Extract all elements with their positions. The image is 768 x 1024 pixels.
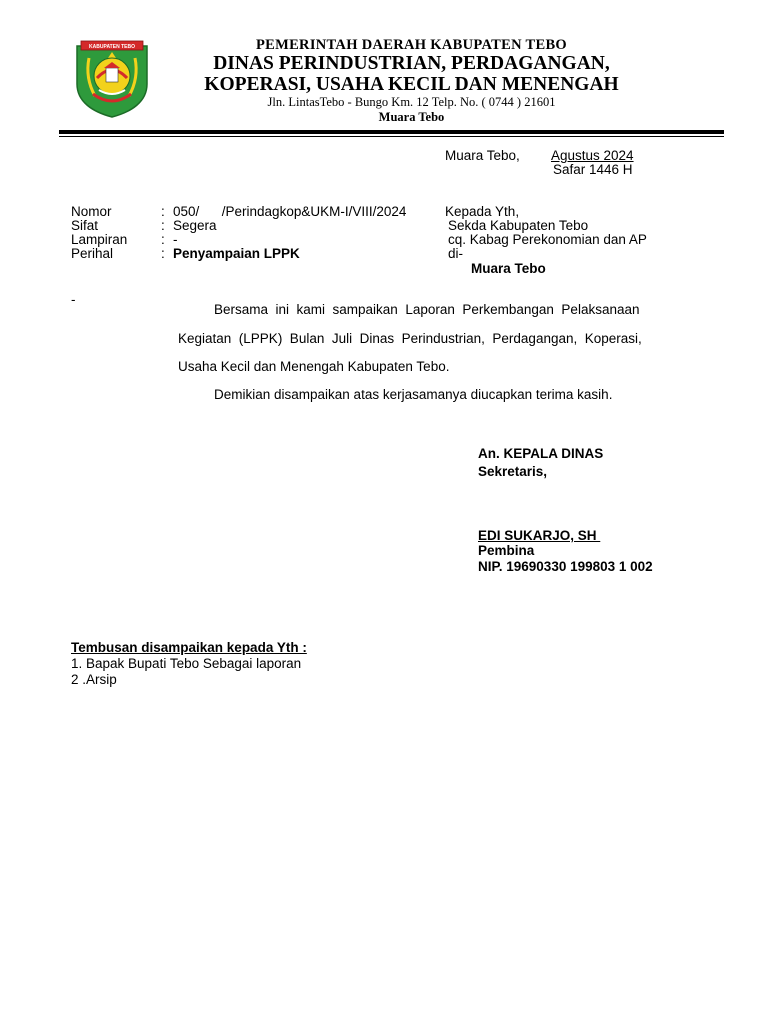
signature-nip: NIP. 19690330 199803 1 002 (478, 559, 653, 574)
perihal-label: Perihal (71, 246, 114, 261)
body-paragraph2: Demikian disampaikan atas kerjasamanya diucapkan terima kasih. (214, 387, 613, 402)
nomor-colon: : (161, 204, 165, 219)
body-paragraph1-line2: Kegiatan (LPPK) Bulan Juli Dinas Perindustrian, Perdagangan, Koperasi, (178, 331, 642, 346)
cc-item: 2 .Arsip (71, 672, 117, 687)
body-paragraph1-line3: Usaha Kecil dan Menengah Kabupaten Tebo. (178, 359, 450, 374)
lampiran-colon: : (161, 232, 165, 247)
signature-rank: Pembina (478, 543, 535, 558)
signature-name: EDI SUKARJO, SH (478, 528, 601, 543)
letterhead-government: PEMERINTAH DAERAH KABUPATEN TEBO (255, 37, 568, 53)
cc-item: 1. Bapak Bupati Tebo Sebagai laporan (71, 656, 302, 671)
signature-on-behalf: An. KEPALA DINAS (478, 446, 604, 461)
sifat-value: Segera (173, 218, 217, 233)
signature-position: Sekretaris, (478, 464, 548, 479)
recipient-di: di- (448, 246, 464, 261)
date-place: Muara Tebo, (445, 148, 520, 163)
sifat-label: Sifat (71, 218, 99, 233)
date-hijri: Safar 1446 H (553, 162, 633, 177)
perihal-colon: : (161, 246, 165, 261)
letterhead-office-line2: KOPERASI, USAHA KECIL DAN MENENGAH (204, 74, 619, 95)
recipient-name: Sekda Kabupaten Tebo (448, 218, 589, 233)
date-gregorian: Agustus 2024 (551, 148, 634, 163)
body-dash: - (71, 292, 76, 307)
letterhead-city: Muara Tebo (378, 110, 445, 124)
letterhead-address: Jln. LintasTebo - Bungo Km. 12 Telp. No. ( 0744 ) 21601 (267, 95, 556, 109)
cc-heading: Tembusan disampaikan kepada Yth : (71, 640, 307, 655)
svg-text:KABUPATEN TEBO: KABUPATEN TEBO (89, 44, 135, 50)
perihal-value: Penyampaian LPPK (173, 246, 300, 261)
letterhead-office-line1: DINAS PERINDUSTRIAN, PERDAGANGAN, (213, 53, 610, 74)
sifat-colon: : (161, 218, 165, 233)
nomor-value: 050/ /Perindagkop&UKM-I/VIII/2024 (173, 204, 407, 219)
recipient-cq: cq. Kabag Perekonomian dan AP (448, 232, 647, 247)
recipient-salutation: Kepada Yth, (445, 204, 520, 219)
recipient-city: Muara Tebo (471, 261, 546, 276)
body-paragraph1-line1: Bersama ini kami sampaikan Laporan Perkembangan Pelaksanaan (214, 302, 640, 317)
lampiran-value: - (173, 232, 178, 247)
letterhead-divider-thin (59, 136, 724, 137)
letterhead-divider-thick (59, 130, 724, 134)
nomor-label: Nomor (71, 204, 112, 219)
lampiran-label: Lampiran (71, 232, 128, 247)
